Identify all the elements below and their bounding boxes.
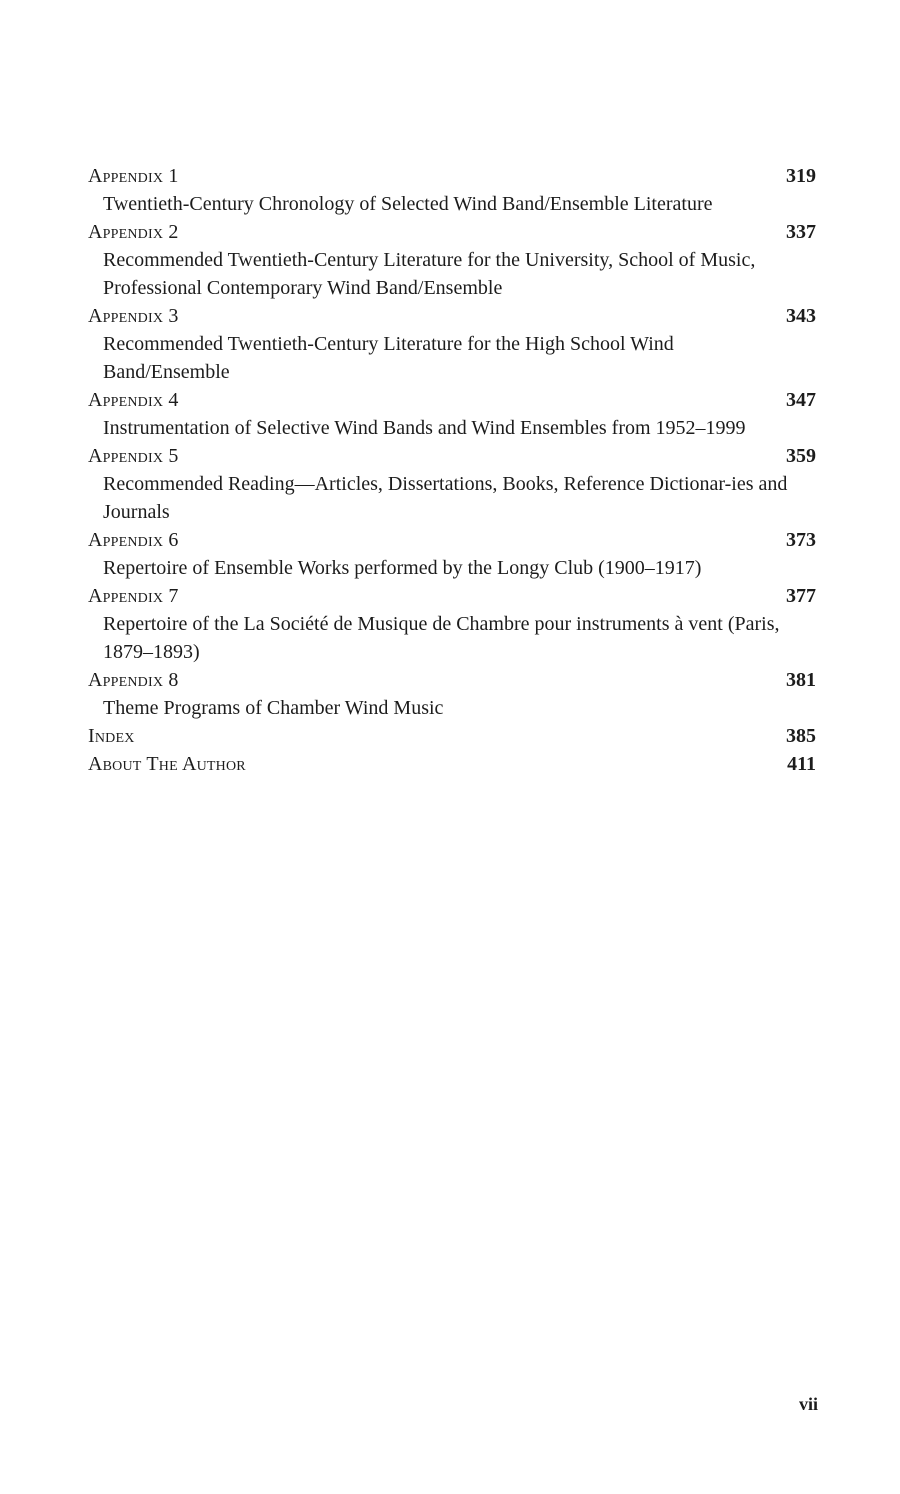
- entry-page-number: 359: [786, 445, 816, 467]
- entry-description: Recommended Twentieth-Century Literature for the High School Wind Band/Ensemble: [103, 333, 674, 383]
- entry-title: Appendix 4: [88, 389, 179, 411]
- entry-description: Recommended Reading—Articles, Dissertations, Books, Reference Dictionar-ies and Journals: [103, 473, 788, 523]
- toc-entry-appendix-4[interactable]: [88, 386, 816, 442]
- entry-description: Repertoire of the La Société de Musique de Chambre pour instruments à vent (Paris, 1879–1893): [103, 613, 780, 663]
- toc-entry-appendix-8[interactable]: [88, 666, 816, 722]
- entry-page-number: 337: [786, 221, 816, 243]
- entry-title: Appendix 2: [88, 221, 179, 243]
- toc-entry-appendix-6[interactable]: [88, 526, 816, 582]
- entry-page-number: 377: [786, 585, 816, 607]
- toc-entry-appendix-5[interactable]: [88, 442, 816, 526]
- entry-description: Theme Programs of Chamber Wind Music: [103, 697, 444, 719]
- entry-description: Instrumentation of Selective Wind Bands and Wind Ensembles from 1952–1999: [103, 417, 746, 439]
- entry-page-number: 343: [786, 305, 816, 327]
- toc-entry-appendix-1[interactable]: [88, 162, 816, 218]
- entry-page-number: 347: [786, 389, 816, 411]
- entry-title: Appendix 7: [88, 585, 179, 607]
- toc-entry-index[interactable]: [88, 722, 816, 750]
- entry-title: Appendix 8: [88, 669, 179, 691]
- entry-title: Appendix 1: [88, 165, 179, 187]
- entry-page-number: 373: [786, 529, 816, 551]
- toc-entry-appendix-2[interactable]: [88, 218, 816, 302]
- entry-page-number: 385: [786, 725, 816, 747]
- entry-description: Recommended Twentieth-Century Literature for the University, School of Music, Professional Contemporary Wind Band/Ensemble: [103, 249, 756, 299]
- toc-entry-appendix-7[interactable]: [88, 582, 816, 666]
- entry-title: Index: [88, 725, 135, 747]
- table-of-contents: [88, 162, 816, 778]
- entry-page-number: 381: [786, 669, 816, 691]
- entry-description: Repertoire of Ensemble Works performed by the Longy Club (1900–1917): [103, 557, 702, 579]
- entry-page-number: 411: [787, 753, 816, 775]
- entry-title: Appendix 5: [88, 445, 179, 467]
- toc-entry-appendix-3[interactable]: [88, 302, 816, 386]
- entry-page-number: 319: [786, 165, 816, 187]
- entry-title: About The Author: [88, 753, 246, 775]
- page-folio: vii: [798, 1394, 818, 1414]
- toc-entry-about-the-author[interactable]: [88, 750, 816, 778]
- entry-title: Appendix 3: [88, 305, 179, 327]
- entry-title: Appendix 6: [88, 529, 179, 551]
- entry-description: Twentieth-Century Chronology of Selected Wind Band/Ensemble Literature: [103, 193, 713, 215]
